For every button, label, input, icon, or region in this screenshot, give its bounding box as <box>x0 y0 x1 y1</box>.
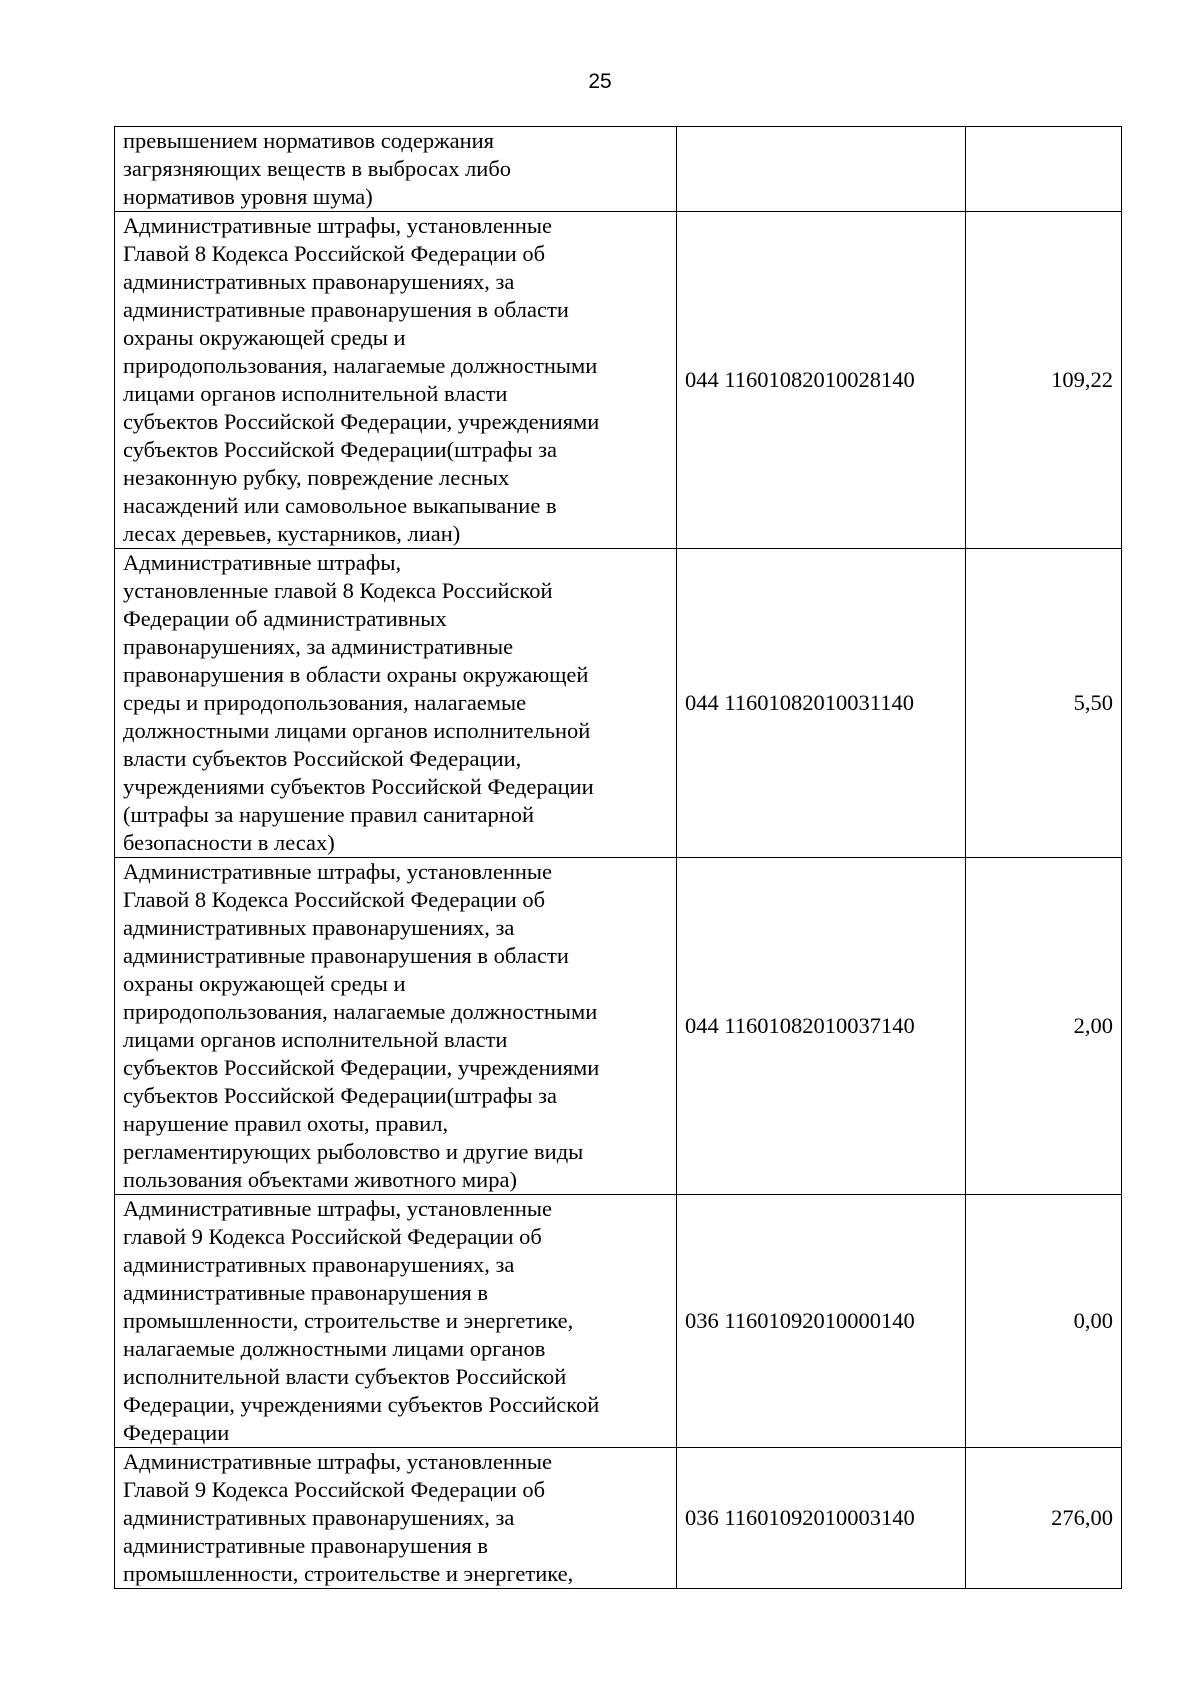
row-amount: 0,00 <box>966 1195 1122 1448</box>
row-budget-code: 044 11601082010037140 <box>677 858 966 1195</box>
row-budget-code <box>677 127 966 212</box>
row-amount: 5,50 <box>966 549 1122 858</box>
table-row <box>115 858 1122 1195</box>
row-description: Административные штрафы, установленные Главой 8 Кодекса Российской Федерации об административных правонарушениях, за административные правонарушения в области охраны окружающей среды и природопользования, налагаемые должностными лицами органов исполнительной власти субъектов Российской Федерации, учреждениями субъектов Российской Федерации(штрафы за незаконную рубку, повреждение лесных насаждений или самовольное выкапывание в лесах деревьев, кустарников, лиан) <box>115 212 677 549</box>
table-row <box>115 549 1122 858</box>
table-row <box>115 1448 1122 1589</box>
row-budget-code: 036 11601092010003140 <box>677 1448 966 1589</box>
row-description: Административные штрафы, установленные главой 9 Кодекса Российской Федерации об административных правонарушениях, за административные правонарушения в промышленности, строительстве и энергетике, налагаемые должностными лицами органов исполнительной власти субъектов Российской Федерации, учреждениями субъектов Российской Федерации <box>115 1195 677 1448</box>
table-row <box>115 1195 1122 1448</box>
row-description: Административные штрафы, установленные Главой 8 Кодекса Российской Федерации об административных правонарушениях, за административные правонарушения в области охраны окружающей среды и природопользования, налагаемые должностными лицами органов исполнительной власти субъектов Российской Федерации, учреждениями субъектов Российской Федерации(штрафы за нарушение правил охоты, правил, регламентирующих рыболовство и другие виды пользования объектами животного мира) <box>115 858 677 1195</box>
row-description: Административные штрафы, установленные Главой 9 Кодекса Российской Федерации об административных правонарушениях, за административные правонарушения в промышленности, строительстве и энергетике, <box>115 1448 677 1589</box>
row-amount: 109,22 <box>966 212 1122 549</box>
row-description: Административные штрафы, установленные главой 8 Кодекса Российской Федерации об административных правонарушениях, за административные правонарушения в области охраны окружающей среды и природопользования, налагаемые должностными лицами органов исполнительной власти субъектов Российской Федерации, учреждениями субъектов Российской Федерации (штрафы за нарушение правил санитарной безопасности в лесах) <box>115 549 677 858</box>
table-row <box>115 127 1122 212</box>
row-amount: 276,00 <box>966 1448 1122 1589</box>
row-budget-code: 036 11601092010000140 <box>677 1195 966 1448</box>
row-budget-code: 044 11601082010028140 <box>677 212 966 549</box>
revenue-table <box>114 126 1122 1589</box>
row-budget-code: 044 11601082010031140 <box>677 549 966 858</box>
page-number: 25 <box>588 70 612 93</box>
row-amount <box>966 127 1122 212</box>
table-row <box>115 212 1122 549</box>
row-amount: 2,00 <box>966 858 1122 1195</box>
row-description: превышением нормативов содержания загрязняющих веществ в выбросах либо нормативов уровня шума) <box>115 127 677 212</box>
